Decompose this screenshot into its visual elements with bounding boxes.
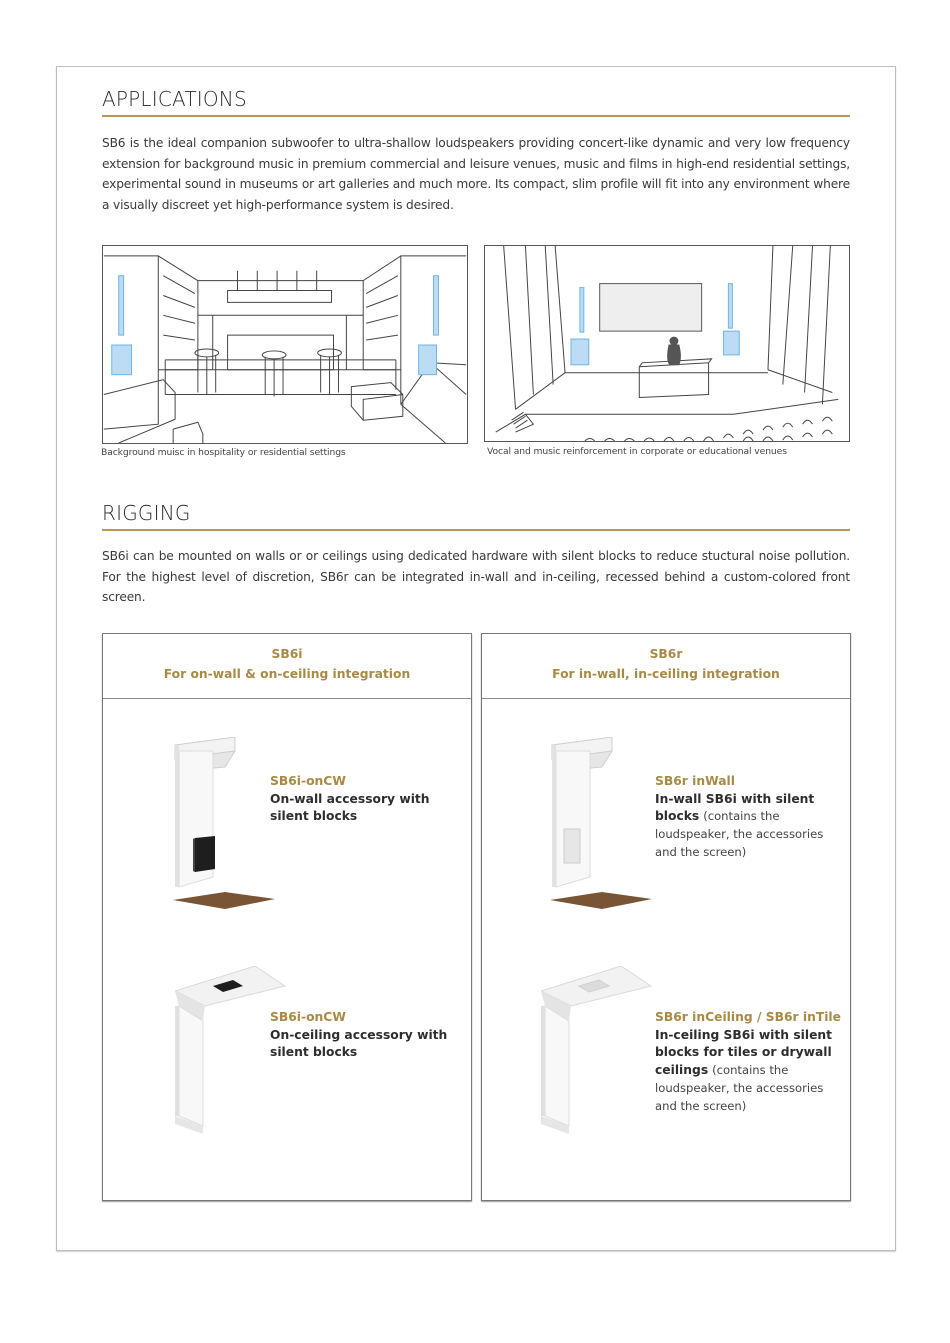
sb6r-inceiling-text — [655, 1009, 845, 1115]
sb6i-subtitle: For on-wall & on-ceiling integration — [163, 666, 411, 681]
sb6r-inwall-text — [655, 773, 845, 862]
sb6r-model: SB6r — [649, 647, 683, 661]
sb6i-onceiling-desc: On-ceiling accessory with silent blocks — [270, 1027, 448, 1060]
sb6r-inwall-code: SB6r inWall — [655, 774, 735, 788]
venue-caption: Vocal and music reinforcement in corporate or educational venues — [487, 446, 787, 457]
applications-paragraph: SB6 is the ideal companion subwoofer to ultra-shallow loudspeakers providing concert-like dynamic and very low frequency extension for background music in premium commercial and leisure venues, music and films in high-end residential settings, experimental sound in museums or art galleries and much more. Its compact, slim profile will fit into any environment where a visually discreet yet high-performance system is desired. — [102, 136, 850, 212]
sb6r-inceiling-code: SB6r inCeiling / SB6r inTile — [655, 1010, 841, 1024]
sb6r-column — [481, 633, 851, 1201]
sb6r-inwall-note: (contains the loudspeaker, the accessories and the screen) — [655, 809, 824, 859]
venue-scene-illustration — [484, 245, 850, 442]
sb6r-inwall-desc: In-wall SB6i with silent blocks — [655, 791, 815, 824]
rigging-paragraph: SB6i can be mounted on walls or or ceilings using dedicated hardware with silent blocks to reduce stuctural noise pollution. For the highest level of discretion, SB6r can be integrated in-wall and in-ceiling, recessed behind a custom-colored front screen. — [102, 549, 850, 604]
sb6r-inceiling-note: (contains the loudspeaker, the accessories and the screen) — [655, 1063, 824, 1113]
sb6i-onwall-desc: On-wall accessory with silent blocks — [270, 791, 430, 824]
in-wall-image — [542, 737, 662, 909]
hospitality-caption: Background muisc in hospitality or residential settings — [101, 447, 346, 458]
sb6i-model: SB6i — [271, 647, 303, 661]
on-wall-accessory-image — [165, 737, 285, 909]
hospitality-scene-illustration — [102, 245, 468, 444]
sb6i-header — [103, 634, 471, 699]
sb6r-inceiling-desc: In-ceiling SB6i with silent blocks for tiles or drywall ceilings — [655, 1027, 833, 1078]
rigging-heading: RIGGING — [102, 500, 850, 531]
in-ceiling-image — [541, 966, 661, 1136]
sb6i-column — [102, 633, 472, 1201]
sb6i-onwall-code: SB6i-onCW — [270, 774, 346, 788]
sb6i-onceiling-text — [270, 1009, 460, 1062]
sb6i-onwall-text — [270, 773, 460, 826]
sb6i-onceiling-code: SB6i-onCW — [270, 1010, 346, 1024]
sb6r-header — [482, 634, 850, 699]
sb6r-subtitle: For in-wall, in-ceiling integration — [552, 666, 780, 681]
applications-heading: APPLICATIONS — [102, 86, 850, 117]
